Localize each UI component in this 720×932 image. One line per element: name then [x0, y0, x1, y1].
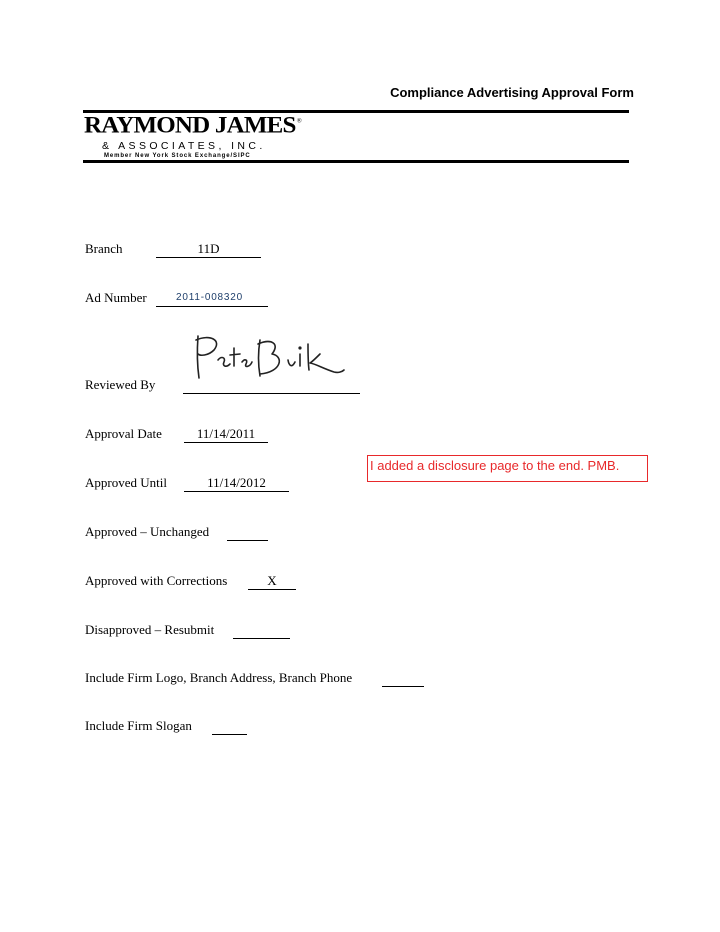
branch-label: Branch	[85, 241, 123, 256]
ad-number-field[interactable]: 2011-008320	[156, 290, 268, 307]
reviewed-by-label: Reviewed By	[85, 377, 156, 392]
disapproved-resubmit-field[interactable]	[233, 622, 290, 639]
approved-until-field[interactable]: 11/14/2012	[184, 475, 289, 492]
disclosure-annotation[interactable]: I added a disclosure page to the end. PMB.	[367, 455, 648, 482]
approved-unchanged-label: Approved – Unchanged	[85, 524, 210, 539]
logo-registered-mark: ®	[296, 116, 302, 125]
branch-field[interactable]: 11D	[156, 241, 261, 258]
approved-unchanged-field[interactable]	[227, 524, 268, 541]
signature-image	[188, 330, 348, 390]
logo-name: RAYMOND JAMES	[84, 113, 296, 139]
approved-until-label: Approved Until	[85, 475, 167, 490]
include-logo-address-phone-field[interactable]	[382, 670, 424, 687]
form-title: Compliance Advertising Approval Form	[390, 85, 634, 100]
include-logo-address-phone-label: Include Firm Logo, Branch Address, Branch Phone	[85, 670, 353, 685]
disapproved-resubmit-label: Disapproved – Resubmit	[85, 622, 215, 637]
ad-number-label: Ad Number	[85, 290, 147, 305]
approved-with-corrections-label: Approved with Corrections	[85, 573, 228, 588]
approval-date-field[interactable]: 11/14/2011	[184, 426, 268, 443]
logo-member-line: Member New York Stock Exchange/SIPC	[104, 153, 251, 159]
approved-with-corrections-field[interactable]: X	[248, 573, 296, 590]
include-firm-slogan-label: Include Firm Slogan	[85, 718, 192, 733]
approval-date-label: Approval Date	[85, 426, 162, 441]
include-firm-slogan-field[interactable]	[212, 718, 247, 735]
header-rule-bottom	[83, 160, 629, 163]
logo-subtitle: & ASSOCIATES, INC.	[102, 140, 266, 152]
